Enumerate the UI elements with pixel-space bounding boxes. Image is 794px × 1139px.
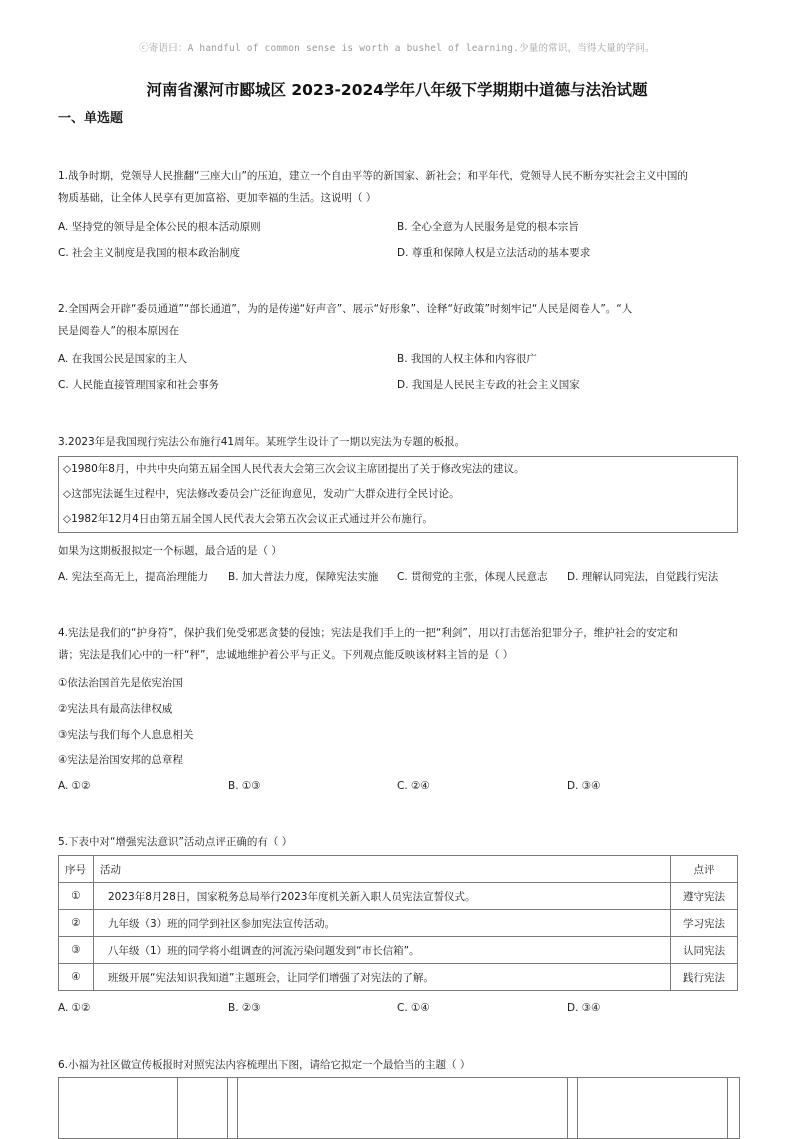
question-4 [58, 622, 738, 666]
q3-option-b[interactable]: B. 加大普法力度，保障宪法实施 [228, 571, 379, 583]
table-divider [727, 1078, 728, 1138]
table-row [59, 883, 738, 910]
table-header-row [59, 856, 738, 883]
board-line: ◇1982年12月4日由第五届全国人民代表大会第五次会议正式通过并公布施行。 [63, 513, 433, 525]
table-cell: 2023年8月28日，国家税务总局举行2023年度机关新入职人员宪法宣誓仪式。 [94, 883, 671, 910]
q4-statement-1: ①依法治国首先是依宪治国 [58, 677, 183, 689]
table-row [59, 937, 738, 964]
header-motto: ⓒ寄语曰：A handful of common sense is worth a bushel of learning.少量的常识，当得大量的学问。 [139, 43, 655, 54]
table-divider [567, 1078, 568, 1138]
question-6-stem: 6.小福为社区做宣传板报时对照宪法内容梳理出下图，请给它拟定一个最恰当的主题（ ） [58, 1059, 471, 1071]
question-2-stem-line2: 民是阅卷人”的根本原因在 [58, 325, 179, 337]
q6-diagram-frame [58, 1077, 740, 1139]
table-row [59, 910, 738, 937]
q5-option-d[interactable]: D. ③④ [567, 1002, 601, 1014]
q3-blackboard-box [58, 456, 738, 533]
table-divider [227, 1078, 228, 1138]
question-3-stem: 3.2023年是我国现行宪法公布施行41周年。某班学生设计了一期以宪法为专题的板报。 [58, 436, 466, 448]
q2-option-d[interactable]: D. 我国是人民民主专政的社会主义国家 [397, 379, 580, 391]
q1-option-a[interactable]: A. 坚持党的领导是全体公民的根本活动原则 [58, 221, 261, 233]
question-3-ask: 如果为这期板报拟定一个标题，最合适的是（ ） [58, 545, 282, 557]
question-1-stem-line2: 物质基础，让全体人民享有更加富裕、更加幸福的生活。这说明（ ） [58, 192, 377, 204]
table-cell: 班级开展“宪法知识我知道”主题班会，让同学们增强了对宪法的了解。 [94, 964, 671, 991]
q4-option-b[interactable]: B. ①③ [228, 780, 261, 792]
q3-option-d[interactable]: D. 理解认同宪法，自觉践行宪法 [567, 571, 719, 583]
table-cell: 遵守宪法 [671, 883, 738, 910]
q5-activity-table [58, 855, 738, 991]
table-cell: ② [59, 910, 94, 937]
table-divider [237, 1078, 238, 1138]
question-4-stem-line2: 谐；宪法是我们心中的一杆“秤”，忠诚地维护着公平与正义。下列观点能反映该材料主旨的是（ ） [58, 649, 514, 661]
question-1 [58, 165, 738, 209]
q4-option-d[interactable]: D. ③④ [567, 780, 601, 792]
table-header-cell: 序号 [59, 856, 94, 883]
question-4-stem-line1: 4.宪法是我们的“护身符”，保护我们免受邪恶贪婪的侵蚀；宪法是我们手上的一把“利剑”，用以打击惩治犯罪分子，维护社会的安定和 [58, 627, 678, 639]
q2-option-c[interactable]: C. 人民能直接管理国家和社会事务 [58, 379, 220, 391]
page-title: 河南省漯河市郾城区 2023-2024学年八年级下学期期中道德与法治试题 [146, 81, 648, 99]
table-cell: ④ [59, 964, 94, 991]
table-divider [577, 1078, 578, 1138]
q2-option-a[interactable]: A. 在我国公民是国家的主人 [58, 353, 188, 365]
table-row [59, 964, 738, 991]
question-5-stem: 5.下表中对“增强宪法意识”活动点评正确的有（ ） [58, 836, 293, 848]
q1-option-d[interactable]: D. 尊重和保障人权是立法活动的基本要求 [397, 247, 591, 259]
q4-statement-3: ③宪法与我们每个人息息相关 [58, 729, 194, 741]
question-1-stem-line1: 1.战争时期，党领导人民推翻“三座大山”的压迫，建立一个自由平等的新国家、新社会；和平年代，党领导人民不断夯实社会主义中国的 [58, 170, 688, 182]
table-header-cell: 点评 [671, 856, 738, 883]
table-cell: ③ [59, 937, 94, 964]
q1-option-c[interactable]: C. 社会主义制度是我国的根本政治制度 [58, 247, 241, 259]
q4-option-c[interactable]: C. ②④ [397, 780, 430, 792]
table-cell: 践行宪法 [671, 964, 738, 991]
q5-option-b[interactable]: B. ②③ [228, 1002, 261, 1014]
table-cell: 九年级（3）班的同学到社区参加宪法宣传活动。 [94, 910, 671, 937]
section-heading: 一、单选题 [58, 111, 124, 126]
q4-statement-4: ④宪法是治国安邦的总章程 [58, 754, 183, 766]
q1-option-b[interactable]: B. 全心全意为人民服务是党的根本宗旨 [397, 221, 579, 233]
q2-option-b[interactable]: B. 我国的人权主体和内容很广 [397, 353, 537, 365]
question-2 [58, 298, 738, 342]
table-cell: 学习宪法 [671, 910, 738, 937]
table-cell: ① [59, 883, 94, 910]
board-line: ◇这部宪法诞生过程中，宪法修改委员会广泛征询意见，发动广大群众进行全民讨论。 [63, 488, 460, 500]
q5-option-c[interactable]: C. ①④ [397, 1002, 430, 1014]
q4-option-a[interactable]: A. ①② [58, 780, 91, 792]
q3-option-c[interactable]: C. 贯彻党的主张，体现人民意志 [397, 571, 548, 583]
question-2-stem-line1: 2.全国两会开辟“委员通道”“部长通道”，为的是传递“好声音”、展示“好形象”、诠释“好政策”时刻牢记“人民是阅卷人”。“人 [58, 303, 633, 315]
q4-statement-2: ②宪法具有最高法律权威 [58, 703, 173, 715]
table-cell: 认同宪法 [671, 937, 738, 964]
q3-option-a[interactable]: A. 宪法至高无上，提高治理能力 [58, 571, 209, 583]
table-header-cell: 活动 [94, 856, 671, 883]
board-line: ◇1980年8月，中共中央向第五届全国人民代表大会第三次会议主席团提出了关于修改宪法的建议。 [63, 463, 525, 475]
table-divider [177, 1078, 178, 1138]
q5-option-a[interactable]: A. ①② [58, 1002, 91, 1014]
table-cell: 八年级（1）班的同学将小组调查的河流污染问题发到“市长信箱”。 [94, 937, 671, 964]
